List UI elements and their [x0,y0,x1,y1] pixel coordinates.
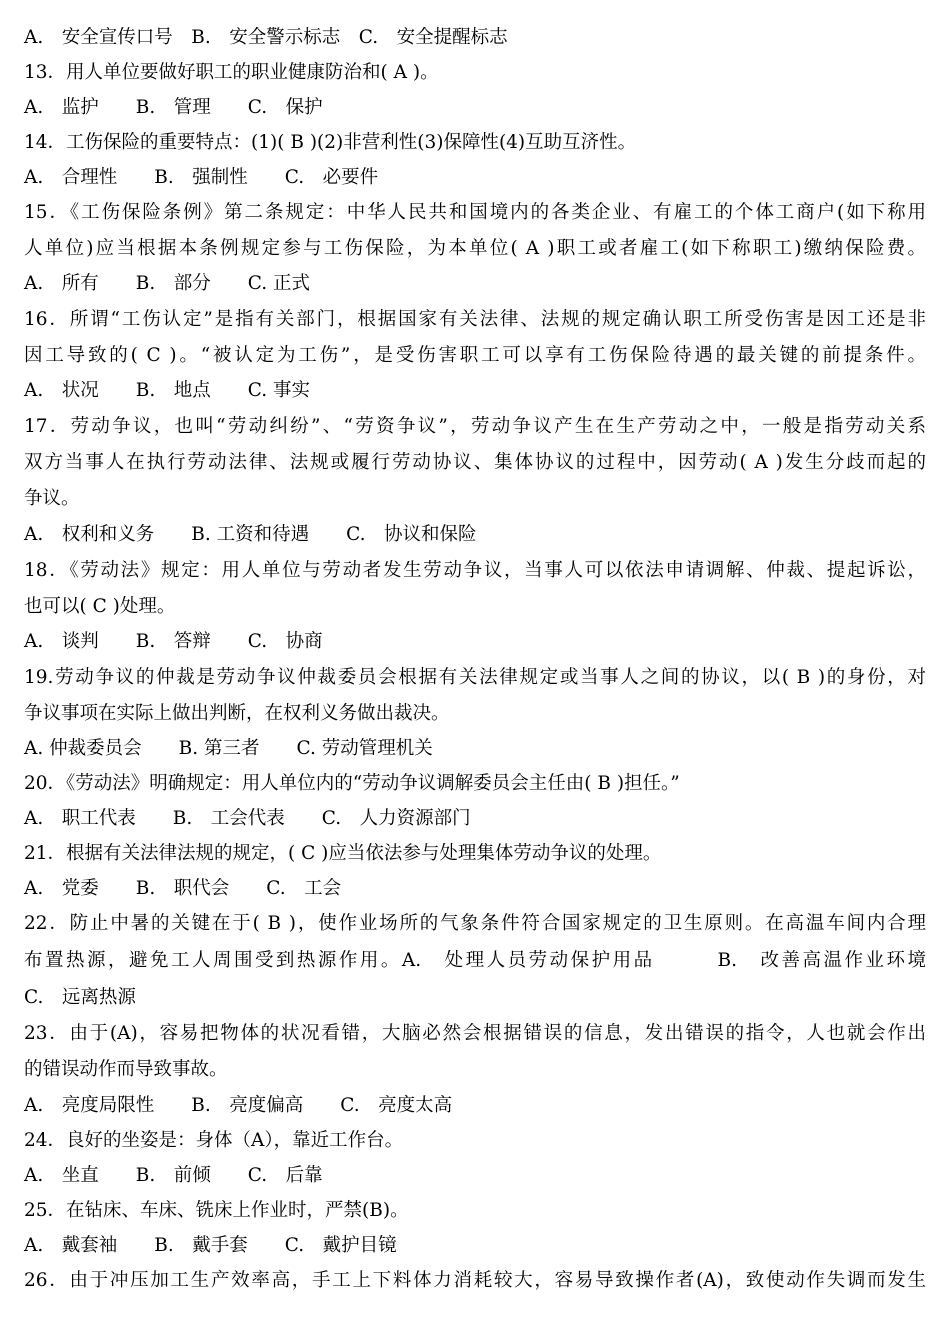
options-line: A. 戴套袖 B. 戴手套 C. 戴护目镜 [24,1235,397,1256]
question-16-cont: 因工导致的( C )。“被认定为工伤”，是受伤害职工可以享有工伤保险待遇的最关键的前提条件。 [24,345,926,366]
question-25: 25．在钻床、车床、铣床上作业时，严禁(B)。 [24,1200,409,1221]
question-22: 22．防止中暑的关键在于( B )，使作业场所的气象条件符合国家规定的卫生原则。在高温车间内合理 [24,913,926,934]
question-21: 21．根据有关法律法规的规定，( C )应当依法参与处理集体劳动争议的处理。 [24,843,662,864]
options-line: C. 远离热源 [24,987,136,1008]
question-16: 16．所谓“工伤认定”是指有关部门，根据国家有关法律、法规的规定确认职工所受伤害是因工还是非 [24,309,926,330]
question-18: 18．《劳动法》规定：用人单位与劳动者发生劳动争议，当事人可以依法申请调解、仲裁、提起诉讼， [24,560,926,581]
question-20: 20．《劳动法》明确规定：用人单位内的“劳动争议调解委员会主任由( B )担任。” [24,773,680,794]
options-line: A. 谈判 B. 答辩 C. 协商 [24,631,323,652]
options-line: A. 监护 B. 管理 C. 保护 [24,97,323,118]
question-15: 15．《工伤保险条例》第二条规定：中华人民共和国境内的各类企业、有雇工的个体工商户(如下称用 [24,202,926,223]
options-line: A. 安全宣传口号 B. 安全警示标志 C. 安全提醒标志 [24,27,508,48]
question-14: 14．工伤保险的重要特点：(1)( B )(2)非营利性(3)保障性(4)互助互济性。 [24,132,637,153]
question-24: 24．良好的坐姿是：身体（A），靠近工作台。 [24,1130,404,1151]
options-line: A. 权利和义务 B. 工资和待遇 C. 协议和保险 [24,524,477,545]
options-line: A. 仲裁委员会 B. 第三者 C. 劳动管理机关 [24,738,433,759]
question-19-cont: 争议事项在实际上做出判断，在权利义务做出裁决。 [24,703,450,724]
question-18-cont: 也可以( C )处理。 [24,596,176,617]
options-line: A. 状况 B. 地点 C. 事实 [24,380,310,401]
options-line: A. 所有 B. 部分 C. 正式 [24,273,310,294]
question-17-cont: 争议。 [24,488,80,509]
options-line: A. 职工代表 B. 工会代表 C. 人力资源部门 [24,808,471,829]
options-line: A. 坐直 B. 前倾 C. 后靠 [24,1165,323,1186]
options-line: A. 亮度局限性 B. 亮度偏高 C. 亮度太高 [24,1095,453,1116]
question-17-cont: 双方当事人在执行劳动法律、法规或履行劳动协议、集体协议的过程中，因劳动( A )发生分歧而起的 [24,452,926,473]
question-23-cont: 的错误动作而导致事故。 [24,1059,228,1080]
question-13: 13．用人单位要做好职工的职业健康防治和( A )。 [24,62,439,83]
question-17: 17．劳动争议，也叫“劳动纠纷”、“劳资争议”，劳动争议产生在生产劳动之中，一般是指劳动关系 [24,416,926,437]
question-26: 26．由于冲压加工生产效率高，手工上下料体力消耗较大，容易导致操作者(A)，致使动作失调而发生 [24,1270,926,1291]
question-22-cont: 布置热源，避免工人周围受到热源作用。A. 处理人员劳动保护用品 B. 改善高温作业环境 [24,950,926,971]
options-line: A. 合理性 B. 强制性 C. 必要件 [24,167,379,188]
question-19: 19.劳动争议的仲裁是劳动争议仲裁委员会根据有关法律规定或当事人之间的协议，以( B )的身份，对 [24,667,926,688]
question-15-cont: 人单位)应当根据本条例规定参与工伤保险，为本单位( A )职工或者雇工(如下称职工)缴纳保险费。 [24,238,926,259]
question-23: 23．由于(A)，容易把物体的状况看错，大脑必然会根据错误的信息，发出错误的指令，人也就会作出 [24,1023,926,1044]
options-line: A. 党委 B. 职代会 C. 工会 [24,878,342,899]
